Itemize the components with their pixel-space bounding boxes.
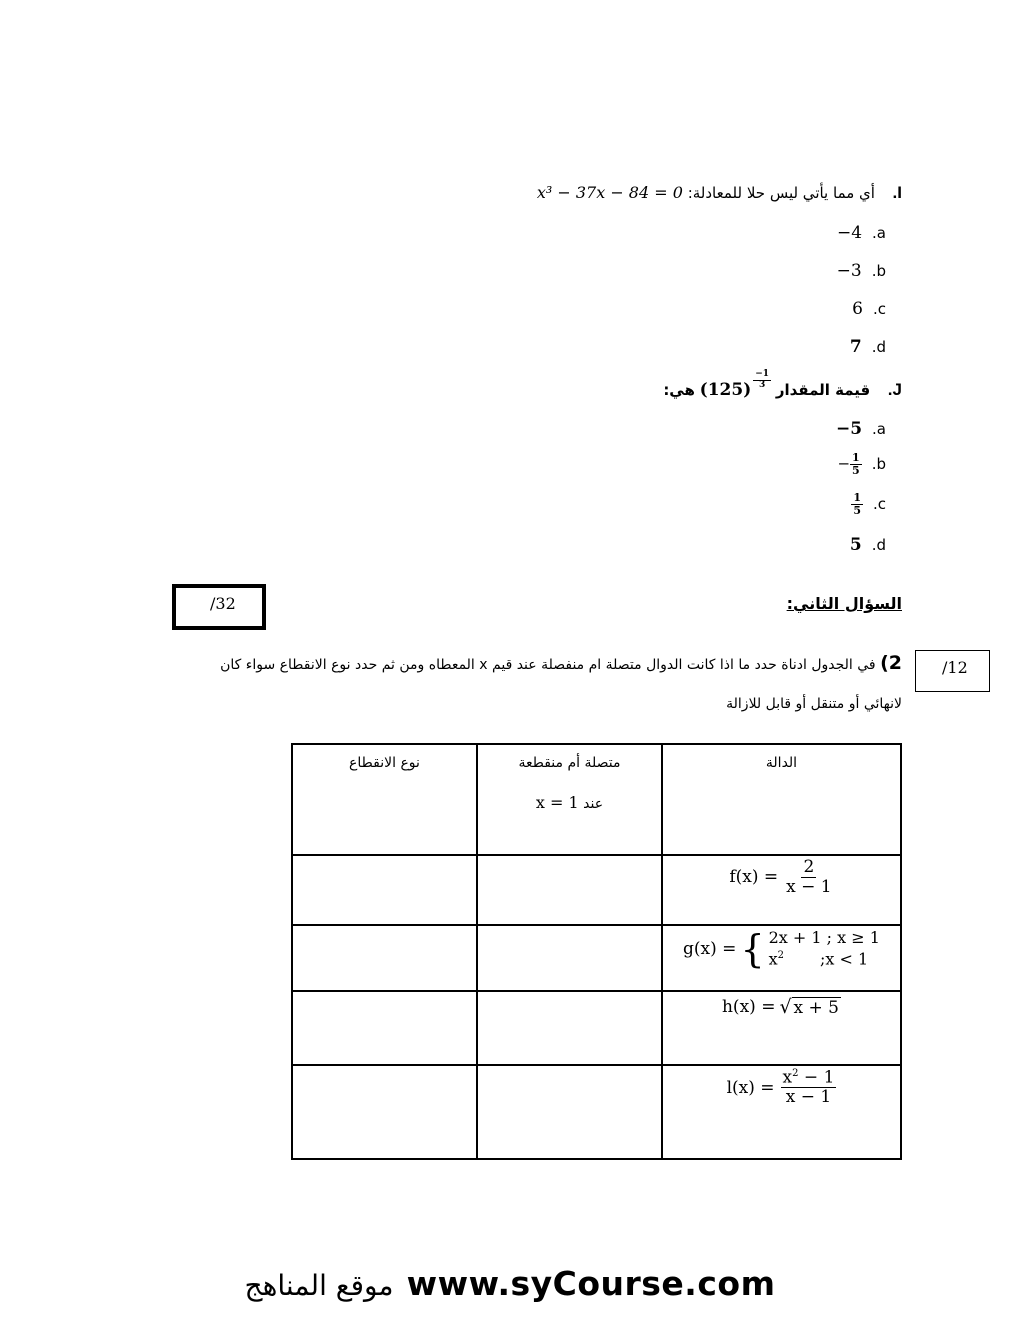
question-j [663, 369, 902, 401]
header-type [292, 744, 477, 855]
footer-arabic: موقع المناهج [244, 1269, 394, 1302]
option-value: 7 [849, 337, 862, 357]
function-f [663, 856, 900, 896]
header-function-label: الدالة [765, 755, 798, 771]
option-value [837, 452, 861, 477]
function-h [663, 992, 900, 1018]
fraction-sign: − [837, 454, 851, 473]
cell-continuity-h[interactable] [477, 991, 662, 1065]
numerator-base: x [782, 1067, 793, 1088]
header-type-label: نوع الانقطاع [349, 755, 420, 771]
header-function [662, 744, 901, 855]
expression-base: (125) [699, 380, 752, 400]
option-label: .c [872, 300, 886, 318]
cell-function-l [662, 1065, 901, 1159]
cell-function-g [662, 925, 901, 991]
fraction-denominator: x − 1 [786, 876, 832, 897]
cell-function-f [662, 855, 901, 925]
case-2 [769, 949, 880, 970]
function-l [663, 1066, 900, 1107]
option-j-a[interactable] [836, 419, 886, 439]
exponent-numerator: −1 [755, 369, 770, 380]
function-fraction [784, 858, 833, 896]
function-lhs: g(x) = [683, 938, 737, 959]
numerator-rest: − 1 [798, 1067, 835, 1088]
cell-continuity-f[interactable] [477, 855, 662, 925]
footer-url[interactable]: www.syCourse.com [406, 1264, 776, 1303]
option-i-c[interactable] [852, 299, 886, 319]
option-value: −5 [835, 419, 863, 439]
function-g [663, 926, 900, 970]
cell-continuity-l[interactable] [477, 1065, 662, 1159]
question-score: /12 [942, 658, 968, 677]
option-value: −3 [836, 261, 862, 281]
fraction [850, 452, 862, 477]
question-2-number: 2) [880, 652, 902, 674]
function-fraction [781, 1068, 837, 1107]
question-j-letter: J. [887, 380, 902, 399]
section-score: /32 [210, 594, 236, 613]
function-lhs: f(x) = [729, 867, 779, 888]
exponent-denominator: 3 [759, 380, 766, 390]
question-score-box [915, 650, 990, 692]
functions-table [291, 743, 902, 1160]
header-x-value: x = 1 [535, 793, 579, 812]
header-continuity-label: متصلة أم منقطعة [518, 755, 621, 771]
section-title: السؤال الثاني: [786, 594, 902, 613]
fraction-numerator [781, 1068, 837, 1088]
section-score-box [172, 584, 266, 630]
question-2 [157, 652, 902, 674]
fraction-numerator: 1 [853, 491, 861, 504]
question-j-expression [699, 369, 771, 400]
case-1: 2x + 1 ; x ≥ 1 [768, 928, 880, 947]
exponent-fraction [753, 370, 771, 391]
question-j-suffix: هي: [663, 381, 695, 399]
option-i-d[interactable] [850, 337, 886, 357]
function-lhs: h(x) = [721, 997, 776, 1017]
option-label: .c [872, 494, 886, 513]
option-label: .a [872, 224, 886, 242]
option-i-a[interactable] [837, 223, 886, 243]
fraction-denominator: 5 [853, 504, 861, 518]
footer-watermark [0, 1264, 1020, 1303]
option-value: 5 [849, 535, 862, 555]
option-label: .d [871, 536, 886, 554]
fraction-numerator: 2 [803, 857, 815, 877]
option-j-c[interactable] [851, 492, 886, 517]
question-j-text: قيمة المقدار [775, 381, 871, 399]
option-j-d[interactable] [850, 535, 886, 555]
radicand: x + 5 [793, 997, 840, 1018]
question-i-equation: x³ − 37x − 84 = 0 [536, 183, 683, 202]
fraction-denominator: 5 [852, 464, 860, 478]
question-2-continued: لانهائي أو متنقل أو قابل للازالة [726, 696, 902, 712]
cell-function-h [662, 991, 901, 1065]
option-value: 6 [852, 299, 863, 319]
numerator-exponent: 2 [792, 1068, 799, 1079]
sqrt-icon: √ [779, 996, 792, 1018]
option-value: −4 [836, 223, 863, 243]
question-i [537, 183, 902, 203]
case-2-base: x [768, 949, 778, 969]
header-at: عند [583, 796, 604, 812]
cell-type-h[interactable] [292, 991, 477, 1065]
case-2-condition: ;x < 1 [820, 949, 869, 969]
question-i-text: أي مما يأتي ليس حلا للمعادلة: [687, 184, 875, 202]
cell-continuity-g[interactable] [477, 925, 662, 991]
option-label: .b [871, 454, 886, 473]
piecewise-cases [769, 928, 880, 970]
fraction-denominator: x − 1 [785, 1087, 832, 1108]
header-at-x [478, 793, 661, 812]
cell-type-g[interactable] [292, 925, 477, 991]
cell-type-l[interactable] [292, 1065, 477, 1159]
brace-icon: { [740, 926, 765, 971]
cell-type-f[interactable] [292, 855, 477, 925]
option-i-b[interactable] [837, 261, 886, 281]
question-i-letter: I. [892, 183, 902, 202]
fraction-numerator: 1 [852, 451, 860, 464]
header-continuity [477, 744, 662, 855]
option-j-b[interactable] [837, 452, 886, 477]
case-2-exponent: 2 [777, 949, 785, 961]
option-label: .d [871, 338, 886, 356]
function-lhs: l(x) = [726, 1077, 775, 1098]
option-value [851, 492, 863, 517]
question-2-text: في الجدول ادناة حدد ما اذا كانت الدوال متصلة ام منفصلة عند قيم x المعطاه ومن ثم حدد نوع الانقطاع سواء كان [220, 657, 876, 673]
option-label: .a [872, 420, 886, 438]
fraction [851, 492, 863, 517]
option-label: .b [871, 262, 886, 280]
